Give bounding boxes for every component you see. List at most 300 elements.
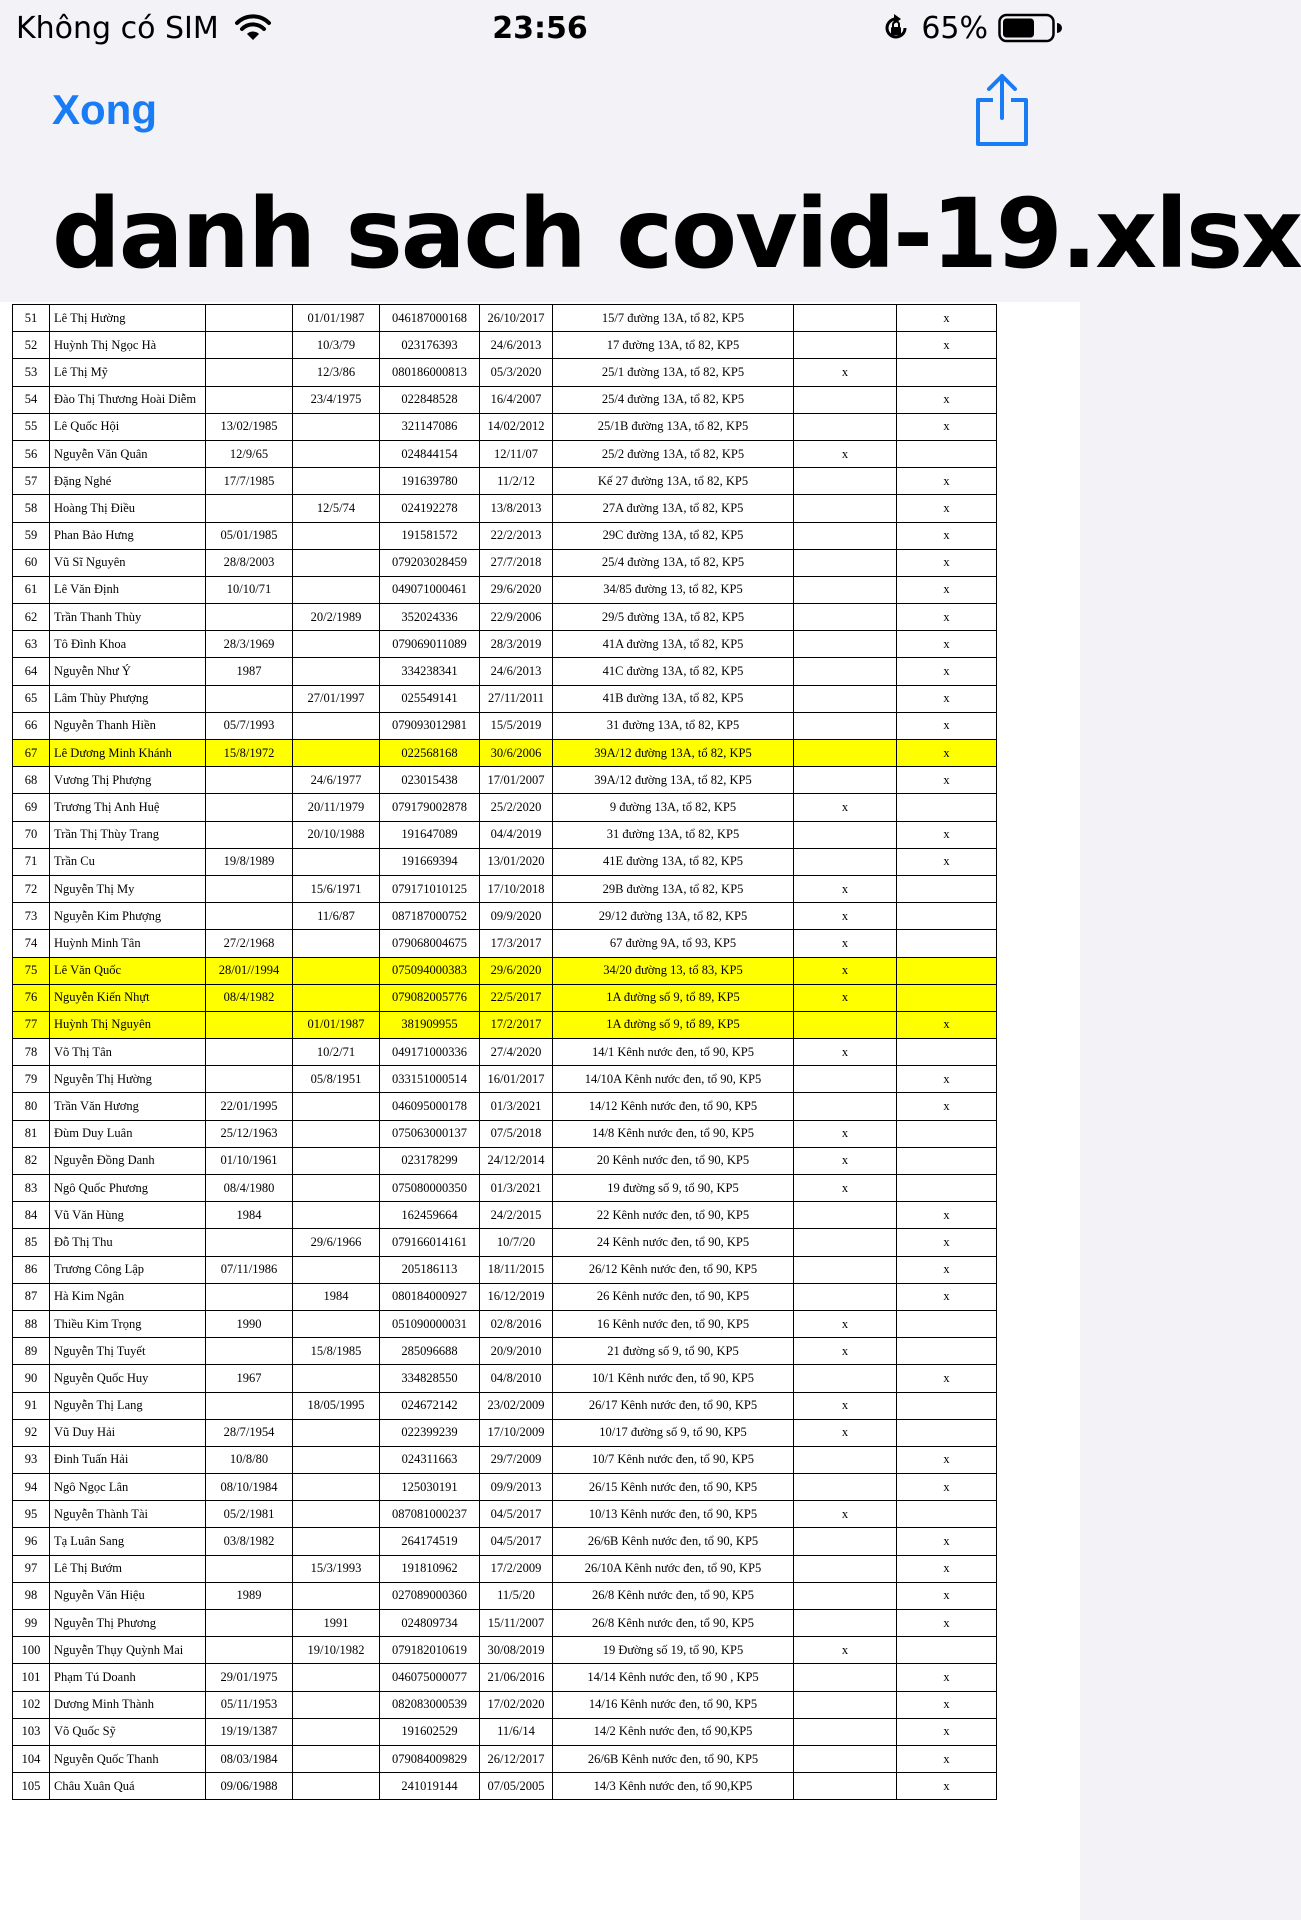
cell-no[interactable]: 51	[13, 305, 50, 332]
cell-mark-a[interactable]	[794, 1229, 897, 1256]
cell-dob-male[interactable]	[206, 767, 293, 794]
cell-issue-date[interactable]: 25/2/2020	[480, 794, 553, 821]
cell-dob-male[interactable]	[206, 1066, 293, 1093]
cell-no[interactable]: 55	[13, 413, 50, 440]
cell-dob-female[interactable]: 27/01/1997	[293, 685, 380, 712]
cell-id-number[interactable]: 087081000237	[380, 1501, 480, 1528]
cell-no[interactable]: 100	[13, 1637, 50, 1664]
cell-issue-date[interactable]: 29/6/2020	[480, 576, 553, 603]
cell-name[interactable]: Nguyễn Kiến Nhựt	[50, 984, 206, 1011]
cell-mark-a[interactable]	[794, 1528, 897, 1555]
cell-no[interactable]: 74	[13, 930, 50, 957]
cell-name[interactable]: Trương Thị Anh Huệ	[50, 794, 206, 821]
cell-id-number[interactable]: 191669394	[380, 848, 480, 875]
cell-no[interactable]: 83	[13, 1175, 50, 1202]
cell-mark-a[interactable]	[794, 1446, 897, 1473]
cell-no[interactable]: 54	[13, 386, 50, 413]
cell-dob-female[interactable]	[293, 1718, 380, 1745]
cell-id-number[interactable]: 191647089	[380, 821, 480, 848]
cell-no[interactable]: 62	[13, 604, 50, 631]
cell-mark-a[interactable]	[794, 1582, 897, 1609]
cell-id-number[interactable]: 025549141	[380, 685, 480, 712]
cell-mark-b[interactable]	[897, 1392, 997, 1419]
cell-name[interactable]: Vũ Văn Hùng	[50, 1202, 206, 1229]
cell-dob-male[interactable]	[206, 1011, 293, 1038]
cell-issue-date[interactable]: 29/6/2020	[480, 957, 553, 984]
cell-mark-a[interactable]	[794, 821, 897, 848]
cell-no[interactable]: 81	[13, 1120, 50, 1147]
cell-name[interactable]: Đinh Tuấn Hải	[50, 1446, 206, 1473]
cell-dob-female[interactable]	[293, 631, 380, 658]
cell-name[interactable]: Trần Thanh Thùy	[50, 604, 206, 631]
cell-id-number[interactable]: 024192278	[380, 495, 480, 522]
cell-name[interactable]: Nguyễn Văn Quân	[50, 440, 206, 467]
cell-no[interactable]: 59	[13, 522, 50, 549]
cell-issue-date[interactable]: 17/3/2017	[480, 930, 553, 957]
cell-dob-male[interactable]	[206, 1229, 293, 1256]
cell-dob-female[interactable]	[293, 740, 380, 767]
cell-address[interactable]: 20 Kênh nước đen, tổ 90, KP5	[553, 1147, 794, 1174]
cell-mark-a[interactable]	[794, 1745, 897, 1772]
cell-dob-male[interactable]	[206, 794, 293, 821]
cell-mark-a[interactable]: x	[794, 903, 897, 930]
cell-address[interactable]: 41E đường 13A, tổ 82, KP5	[553, 848, 794, 875]
cell-dob-female[interactable]: 12/3/86	[293, 359, 380, 386]
cell-id-number[interactable]: 079093012981	[380, 712, 480, 739]
cell-dob-female[interactable]	[293, 1474, 380, 1501]
cell-no[interactable]: 85	[13, 1229, 50, 1256]
cell-address[interactable]: 14/10A Kênh nước đen, tổ 90, KP5	[553, 1066, 794, 1093]
cell-mark-b[interactable]	[897, 359, 997, 386]
cell-dob-male[interactable]	[206, 1555, 293, 1582]
cell-name[interactable]: Võ Thị Tân	[50, 1039, 206, 1066]
cell-mark-a[interactable]	[794, 1773, 897, 1800]
cell-no[interactable]: 86	[13, 1256, 50, 1283]
cell-address[interactable]: 25/1B đường 13A, tổ 82, KP5	[553, 413, 794, 440]
cell-name[interactable]: Vương Thị Phượng	[50, 767, 206, 794]
cell-mark-b[interactable]: x	[897, 1718, 997, 1745]
cell-dob-female[interactable]	[293, 1419, 380, 1446]
cell-issue-date[interactable]: 17/01/2007	[480, 767, 553, 794]
cell-dob-female[interactable]	[293, 549, 380, 576]
cell-dob-female[interactable]	[293, 1773, 380, 1800]
cell-name[interactable]: Hoàng Thị Điều	[50, 495, 206, 522]
cell-dob-male[interactable]: 05/11/1953	[206, 1691, 293, 1718]
cell-mark-a[interactable]: x	[794, 930, 897, 957]
cell-name[interactable]: Nguyễn Văn Hiệu	[50, 1582, 206, 1609]
cell-dob-female[interactable]: 20/11/1979	[293, 794, 380, 821]
cell-address[interactable]: 25/2 đường 13A, tổ 82, KP5	[553, 440, 794, 467]
cell-dob-male[interactable]	[206, 604, 293, 631]
cell-no[interactable]: 76	[13, 984, 50, 1011]
cell-mark-a[interactable]	[794, 1664, 897, 1691]
cell-name[interactable]: Nguyễn Thị Lang	[50, 1392, 206, 1419]
cell-issue-date[interactable]: 01/3/2021	[480, 1093, 553, 1120]
cell-name[interactable]: Nguyễn Thanh Hiền	[50, 712, 206, 739]
cell-mark-b[interactable]: x	[897, 740, 997, 767]
cell-mark-b[interactable]	[897, 1338, 997, 1365]
cell-dob-male[interactable]: 28/7/1954	[206, 1419, 293, 1446]
cell-issue-date[interactable]: 26/12/2017	[480, 1745, 553, 1772]
cell-mark-b[interactable]: x	[897, 1202, 997, 1229]
cell-mark-b[interactable]: x	[897, 1664, 997, 1691]
cell-id-number[interactable]: 023178299	[380, 1147, 480, 1174]
cell-mark-b[interactable]	[897, 1501, 997, 1528]
cell-address[interactable]: 25/4 đường 13A, tổ 82, KP5	[553, 386, 794, 413]
cell-name[interactable]: Huỳnh Thị Ngọc Hà	[50, 332, 206, 359]
cell-issue-date[interactable]: 17/10/2018	[480, 875, 553, 902]
cell-name[interactable]: Vũ Duy Hải	[50, 1419, 206, 1446]
cell-no[interactable]: 97	[13, 1555, 50, 1582]
cell-mark-b[interactable]	[897, 1637, 997, 1664]
cell-mark-b[interactable]: x	[897, 1528, 997, 1555]
cell-id-number[interactable]: 022848528	[380, 386, 480, 413]
cell-dob-male[interactable]	[206, 332, 293, 359]
cell-address[interactable]: 14/8 Kênh nước đen, tổ 90, KP5	[553, 1120, 794, 1147]
cell-mark-a[interactable]	[794, 712, 897, 739]
cell-mark-b[interactable]	[897, 440, 997, 467]
cell-mark-a[interactable]	[794, 1474, 897, 1501]
cell-address[interactable]: 26 Kênh nước đen, tổ 90, KP5	[553, 1283, 794, 1310]
cell-mark-b[interactable]	[897, 1039, 997, 1066]
cell-issue-date[interactable]: 20/9/2010	[480, 1338, 553, 1365]
cell-mark-b[interactable]: x	[897, 821, 997, 848]
cell-name[interactable]: Tô Đình Khoa	[50, 631, 206, 658]
cell-dob-female[interactable]	[293, 1147, 380, 1174]
cell-mark-b[interactable]: x	[897, 413, 997, 440]
cell-mark-a[interactable]	[794, 658, 897, 685]
cell-mark-a[interactable]	[794, 386, 897, 413]
cell-issue-date[interactable]: 15/5/2019	[480, 712, 553, 739]
cell-address[interactable]: 24 Kênh nước đen, tổ 90, KP5	[553, 1229, 794, 1256]
cell-mark-b[interactable]: x	[897, 1582, 997, 1609]
cell-mark-b[interactable]: x	[897, 386, 997, 413]
cell-mark-b[interactable]: x	[897, 1365, 997, 1392]
cell-mark-a[interactable]: x	[794, 957, 897, 984]
cell-id-number[interactable]: 023176393	[380, 332, 480, 359]
cell-address[interactable]: 16 Kênh nước đen, tổ 90, KP5	[553, 1310, 794, 1337]
cell-no[interactable]: 82	[13, 1147, 50, 1174]
cell-issue-date[interactable]: 24/2/2015	[480, 1202, 553, 1229]
cell-dob-female[interactable]	[293, 1582, 380, 1609]
cell-issue-date[interactable]: 22/9/2006	[480, 604, 553, 631]
cell-id-number[interactable]: 079069011089	[380, 631, 480, 658]
cell-mark-b[interactable]: x	[897, 1066, 997, 1093]
cell-mark-a[interactable]	[794, 576, 897, 603]
cell-dob-female[interactable]	[293, 440, 380, 467]
cell-id-number[interactable]: 046187000168	[380, 305, 480, 332]
cell-mark-a[interactable]: x	[794, 1039, 897, 1066]
cell-name[interactable]: Nguyễn Thị My	[50, 875, 206, 902]
cell-dob-female[interactable]	[293, 1310, 380, 1337]
cell-mark-a[interactable]	[794, 1365, 897, 1392]
cell-id-number[interactable]: 046075000077	[380, 1664, 480, 1691]
cell-issue-date[interactable]: 07/05/2005	[480, 1773, 553, 1800]
cell-mark-b[interactable]: x	[897, 1745, 997, 1772]
cell-address[interactable]: 26/6B Kênh nước đen, tổ 90, KP5	[553, 1528, 794, 1555]
cell-mark-b[interactable]: x	[897, 468, 997, 495]
cell-no[interactable]: 101	[13, 1664, 50, 1691]
cell-dob-female[interactable]	[293, 1745, 380, 1772]
cell-name[interactable]: Nguyễn Kim Phượng	[50, 903, 206, 930]
cell-dob-male[interactable]: 07/11/1986	[206, 1256, 293, 1283]
cell-name[interactable]: Trương Công Lập	[50, 1256, 206, 1283]
cell-address[interactable]: 27A đường 13A, tổ 82, KP5	[553, 495, 794, 522]
cell-name[interactable]: Trần Cu	[50, 848, 206, 875]
cell-issue-date[interactable]: 09/9/2020	[480, 903, 553, 930]
cell-issue-date[interactable]: 18/11/2015	[480, 1256, 553, 1283]
cell-issue-date[interactable]: 27/11/2011	[480, 685, 553, 712]
cell-no[interactable]: 88	[13, 1310, 50, 1337]
cell-no[interactable]: 79	[13, 1066, 50, 1093]
done-button[interactable]: Xong	[52, 86, 157, 133]
cell-mark-b[interactable]: x	[897, 332, 997, 359]
cell-mark-a[interactable]	[794, 332, 897, 359]
cell-dob-female[interactable]: 15/8/1985	[293, 1338, 380, 1365]
cell-mark-b[interactable]: x	[897, 1011, 997, 1038]
cell-id-number[interactable]: 024311663	[380, 1446, 480, 1473]
cell-no[interactable]: 87	[13, 1283, 50, 1310]
cell-issue-date[interactable]: 28/3/2019	[480, 631, 553, 658]
cell-dob-female[interactable]	[293, 1446, 380, 1473]
cell-mark-a[interactable]: x	[794, 1501, 897, 1528]
cell-dob-male[interactable]: 01/10/1961	[206, 1147, 293, 1174]
cell-id-number[interactable]: 075063000137	[380, 1120, 480, 1147]
cell-mark-a[interactable]	[794, 1011, 897, 1038]
cell-no[interactable]: 57	[13, 468, 50, 495]
cell-dob-female[interactable]: 23/4/1975	[293, 386, 380, 413]
cell-id-number[interactable]: 075094000383	[380, 957, 480, 984]
cell-name[interactable]: Đặng Nghé	[50, 468, 206, 495]
cell-mark-a[interactable]: x	[794, 875, 897, 902]
cell-name[interactable]: Ngô Ngọc Lân	[50, 1474, 206, 1501]
cell-issue-date[interactable]: 23/02/2009	[480, 1392, 553, 1419]
cell-name[interactable]: Vũ Sĩ Nguyên	[50, 549, 206, 576]
cell-name[interactable]: Dương Minh Thành	[50, 1691, 206, 1718]
cell-dob-male[interactable]	[206, 1392, 293, 1419]
cell-name[interactable]: Ngô Quốc Phương	[50, 1175, 206, 1202]
cell-dob-female[interactable]: 01/01/1987	[293, 1011, 380, 1038]
cell-issue-date[interactable]: 07/5/2018	[480, 1120, 553, 1147]
cell-dob-female[interactable]: 12/5/74	[293, 495, 380, 522]
cell-mark-b[interactable]: x	[897, 712, 997, 739]
cell-address[interactable]: 34/20 đường 13, tổ 83, KP5	[553, 957, 794, 984]
cell-mark-a[interactable]	[794, 1066, 897, 1093]
cell-address[interactable]: 14/2 Kênh nước đen, tổ 90,KP5	[553, 1718, 794, 1745]
cell-mark-a[interactable]	[794, 522, 897, 549]
cell-dob-female[interactable]: 1984	[293, 1283, 380, 1310]
cell-mark-b[interactable]: x	[897, 495, 997, 522]
cell-issue-date[interactable]: 14/02/2012	[480, 413, 553, 440]
cell-name[interactable]: Huỳnh Minh Tân	[50, 930, 206, 957]
cell-mark-b[interactable]: x	[897, 1610, 997, 1637]
cell-id-number[interactable]: 082083000539	[380, 1691, 480, 1718]
cell-address[interactable]: 14/14 Kênh nước đen, tổ 90 , KP5	[553, 1664, 794, 1691]
cell-id-number[interactable]: 079166014161	[380, 1229, 480, 1256]
cell-id-number[interactable]: 079179002878	[380, 794, 480, 821]
cell-address[interactable]: 26/15 Kênh nước đen, tổ 90, KP5	[553, 1474, 794, 1501]
cell-id-number[interactable]: 049171000336	[380, 1039, 480, 1066]
cell-issue-date[interactable]: 30/08/2019	[480, 1637, 553, 1664]
cell-no[interactable]: 78	[13, 1039, 50, 1066]
cell-issue-date[interactable]: 13/01/2020	[480, 848, 553, 875]
cell-address[interactable]: 10/17 đường số 9, tổ 90, KP5	[553, 1419, 794, 1446]
cell-dob-female[interactable]	[293, 1664, 380, 1691]
cell-dob-male[interactable]: 12/9/65	[206, 440, 293, 467]
cell-dob-male[interactable]	[206, 305, 293, 332]
cell-name[interactable]: Đào Thị Thương Hoài Diễm	[50, 386, 206, 413]
cell-issue-date[interactable]: 29/7/2009	[480, 1446, 553, 1473]
cell-address[interactable]: 26/6B Kênh nước đen, tổ 90, KP5	[553, 1745, 794, 1772]
cell-address[interactable]: 41B đường 13A, tổ 82, KP5	[553, 685, 794, 712]
cell-issue-date[interactable]: 22/5/2017	[480, 984, 553, 1011]
cell-name[interactable]: Trần Văn Hương	[50, 1093, 206, 1120]
cell-no[interactable]: 95	[13, 1501, 50, 1528]
cell-id-number[interactable]: 022399239	[380, 1419, 480, 1446]
cell-name[interactable]: Tạ Luân Sang	[50, 1528, 206, 1555]
cell-issue-date[interactable]: 10/7/20	[480, 1229, 553, 1256]
cell-id-number[interactable]: 352024336	[380, 604, 480, 631]
cell-no[interactable]: 104	[13, 1745, 50, 1772]
cell-dob-female[interactable]	[293, 522, 380, 549]
cell-address[interactable]: 21 đường số 9, tổ 90, KP5	[553, 1338, 794, 1365]
cell-name[interactable]: Lê Văn Định	[50, 576, 206, 603]
cell-mark-b[interactable]: x	[897, 604, 997, 631]
cell-mark-b[interactable]: x	[897, 549, 997, 576]
cell-no[interactable]: 67	[13, 740, 50, 767]
cell-issue-date[interactable]: 24/12/2014	[480, 1147, 553, 1174]
cell-mark-a[interactable]	[794, 1718, 897, 1745]
cell-mark-a[interactable]: x	[794, 1310, 897, 1337]
cell-mark-b[interactable]	[897, 1147, 997, 1174]
cell-dob-female[interactable]	[293, 984, 380, 1011]
cell-dob-male[interactable]	[206, 685, 293, 712]
cell-name[interactable]: Nguyễn Đồng Danh	[50, 1147, 206, 1174]
cell-address[interactable]: 9 đường 13A, tổ 82, KP5	[553, 794, 794, 821]
cell-dob-male[interactable]: 10/8/80	[206, 1446, 293, 1473]
cell-mark-a[interactable]: x	[794, 1338, 897, 1365]
cell-no[interactable]: 92	[13, 1419, 50, 1446]
cell-mark-b[interactable]: x	[897, 305, 997, 332]
cell-dob-male[interactable]	[206, 821, 293, 848]
cell-issue-date[interactable]: 26/10/2017	[480, 305, 553, 332]
cell-dob-male[interactable]: 29/01/1975	[206, 1664, 293, 1691]
cell-dob-female[interactable]: 18/05/1995	[293, 1392, 380, 1419]
cell-mark-b[interactable]: x	[897, 658, 997, 685]
cell-name[interactable]: Hà Kim Ngân	[50, 1283, 206, 1310]
cell-address[interactable]: 17 đường 13A, tổ 82, KP5	[553, 332, 794, 359]
cell-address[interactable]: 14/1 Kênh nước đen, tổ 90, KP5	[553, 1039, 794, 1066]
cell-id-number[interactable]: 027089000360	[380, 1582, 480, 1609]
cell-mark-b[interactable]: x	[897, 1691, 997, 1718]
cell-issue-date[interactable]: 04/5/2017	[480, 1501, 553, 1528]
cell-no[interactable]: 89	[13, 1338, 50, 1365]
cell-address[interactable]: 31 đường 13A, tổ 82, KP5	[553, 712, 794, 739]
cell-dob-male[interactable]	[206, 903, 293, 930]
cell-dob-female[interactable]: 05/8/1951	[293, 1066, 380, 1093]
cell-dob-male[interactable]: 19/19/1387	[206, 1718, 293, 1745]
cell-mark-a[interactable]	[794, 1283, 897, 1310]
cell-dob-male[interactable]: 25/12/1963	[206, 1120, 293, 1147]
cell-mark-a[interactable]: x	[794, 1120, 897, 1147]
cell-issue-date[interactable]: 16/12/2019	[480, 1283, 553, 1310]
cell-issue-date[interactable]: 30/6/2006	[480, 740, 553, 767]
cell-mark-a[interactable]: x	[794, 1419, 897, 1446]
cell-issue-date[interactable]: 16/01/2017	[480, 1066, 553, 1093]
cell-id-number[interactable]: 087187000752	[380, 903, 480, 930]
cell-name[interactable]: Đỗ Thị Thu	[50, 1229, 206, 1256]
cell-no[interactable]: 77	[13, 1011, 50, 1038]
cell-no[interactable]: 71	[13, 848, 50, 875]
cell-mark-a[interactable]	[794, 495, 897, 522]
cell-mark-b[interactable]: x	[897, 685, 997, 712]
cell-address[interactable]: 22 Kênh nước đen, tổ 90, KP5	[553, 1202, 794, 1229]
cell-issue-date[interactable]: 01/3/2021	[480, 1175, 553, 1202]
cell-mark-b[interactable]: x	[897, 1773, 997, 1800]
cell-no[interactable]: 56	[13, 440, 50, 467]
cell-dob-female[interactable]: 10/2/71	[293, 1039, 380, 1066]
cell-address[interactable]: 67 đường 9A, tổ 93, KP5	[553, 930, 794, 957]
cell-mark-b[interactable]: x	[897, 1093, 997, 1120]
cell-name[interactable]: Lê Văn Quốc	[50, 957, 206, 984]
cell-mark-a[interactable]	[794, 767, 897, 794]
cell-dob-male[interactable]: 05/2/1981	[206, 1501, 293, 1528]
cell-dob-female[interactable]: 24/6/1977	[293, 767, 380, 794]
cell-id-number[interactable]: 285096688	[380, 1338, 480, 1365]
share-icon[interactable]	[974, 72, 1030, 148]
cell-dob-male[interactable]	[206, 495, 293, 522]
cell-dob-female[interactable]	[293, 1120, 380, 1147]
cell-id-number[interactable]: 191810962	[380, 1555, 480, 1582]
cell-mark-a[interactable]	[794, 1610, 897, 1637]
cell-issue-date[interactable]: 21/06/2016	[480, 1664, 553, 1691]
cell-issue-date[interactable]: 17/02/2020	[480, 1691, 553, 1718]
cell-dob-female[interactable]	[293, 1691, 380, 1718]
cell-no[interactable]: 72	[13, 875, 50, 902]
cell-dob-male[interactable]: 28/3/1969	[206, 631, 293, 658]
cell-no[interactable]: 102	[13, 1691, 50, 1718]
cell-dob-male[interactable]	[206, 1283, 293, 1310]
cell-address[interactable]: 26/10A Kênh nước đen, tổ 90, KP5	[553, 1555, 794, 1582]
cell-mark-a[interactable]: x	[794, 1175, 897, 1202]
cell-address[interactable]: 14/3 Kênh nước đen, tổ 90,KP5	[553, 1773, 794, 1800]
cell-address[interactable]: 25/4 đường 13A, tổ 82, KP5	[553, 549, 794, 576]
cell-name[interactable]: Thiều Kim Trọng	[50, 1310, 206, 1337]
cell-dob-female[interactable]: 1991	[293, 1610, 380, 1637]
cell-address[interactable]: 29/12 đường 13A, tổ 82, KP5	[553, 903, 794, 930]
cell-address[interactable]: 14/16 Kênh nước đen, tổ 90, KP5	[553, 1691, 794, 1718]
cell-name[interactable]: Nguyễn Quốc Huy	[50, 1365, 206, 1392]
cell-dob-female[interactable]	[293, 1528, 380, 1555]
cell-id-number[interactable]: 079182010619	[380, 1637, 480, 1664]
cell-dob-female[interactable]	[293, 957, 380, 984]
cell-dob-male[interactable]: 27/2/1968	[206, 930, 293, 957]
cell-id-number[interactable]: 024809734	[380, 1610, 480, 1637]
cell-dob-female[interactable]: 19/10/1982	[293, 1637, 380, 1664]
cell-no[interactable]: 64	[13, 658, 50, 685]
cell-name[interactable]: Nguyễn Thị Tuyết	[50, 1338, 206, 1365]
cell-address[interactable]: 29B đường 13A, tổ 82, KP5	[553, 875, 794, 902]
cell-no[interactable]: 103	[13, 1718, 50, 1745]
cell-address[interactable]: 29C đường 13A, tổ 82, KP5	[553, 522, 794, 549]
cell-id-number[interactable]: 334828550	[380, 1365, 480, 1392]
cell-id-number[interactable]: 191602529	[380, 1718, 480, 1745]
cell-mark-a[interactable]	[794, 305, 897, 332]
cell-mark-b[interactable]	[897, 1419, 997, 1446]
cell-dob-male[interactable]: 05/01/1985	[206, 522, 293, 549]
cell-name[interactable]: Nguyễn Quốc Thanh	[50, 1745, 206, 1772]
cell-id-number[interactable]: 162459664	[380, 1202, 480, 1229]
